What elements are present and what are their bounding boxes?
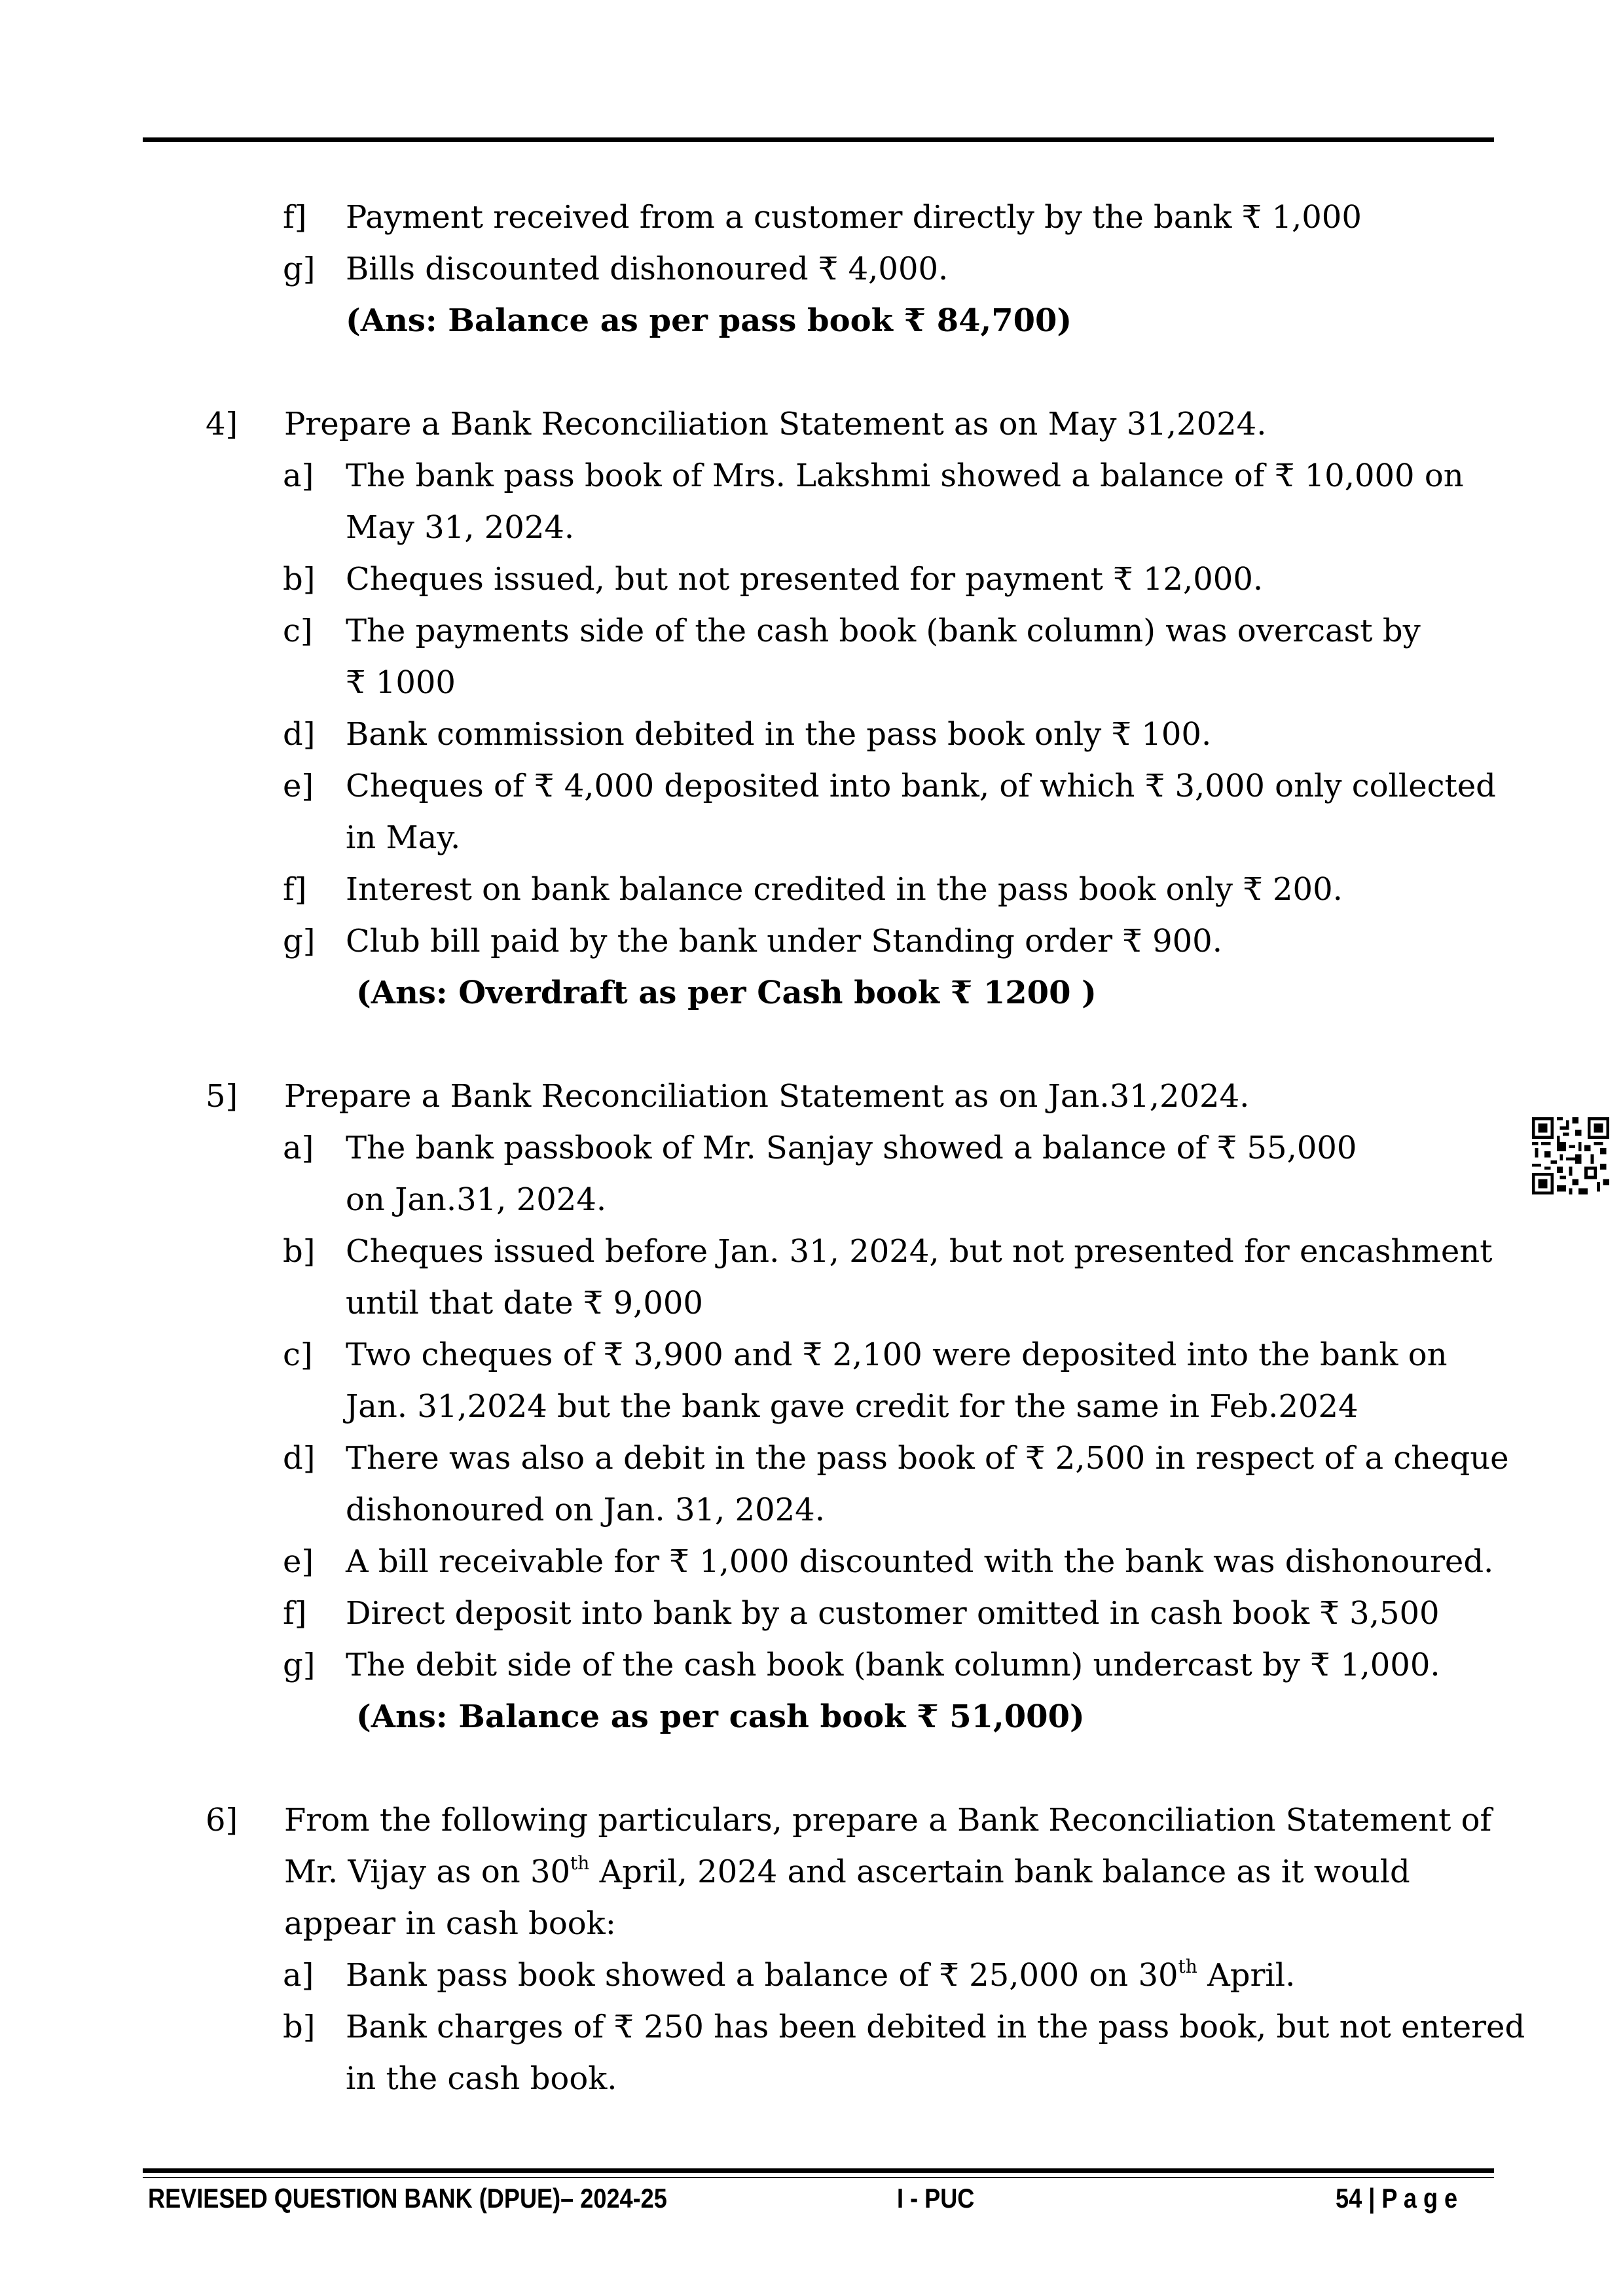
item-text: ₹ 1000 — [346, 664, 456, 701]
question-number: 4] — [206, 406, 238, 442]
item-text — [346, 1956, 1296, 1994]
header-rule — [143, 137, 1494, 142]
item-marker: a] — [283, 457, 314, 494]
item-text: Cheques issued, but not presented for payment ₹ 12,000. — [346, 561, 1264, 598]
item-marker: e] — [283, 1543, 314, 1580]
item-marker: e] — [283, 768, 314, 804]
item-marker: b] — [283, 2009, 316, 2045]
item-text: until that date ₹ 9,000 — [346, 1285, 703, 1321]
question-prompt-line-2 — [284, 1852, 1410, 1890]
item-text: Bank charges of ₹ 250 has been debited in the pass book, but not entered — [346, 2009, 1525, 2045]
item-text: Two cheques of ₹ 3,900 and ₹ 2,100 were deposited into the bank on — [346, 1336, 1448, 1373]
item-text: The bank passbook of Mr. Sanjay showed a balance of ₹ 55,000 — [346, 1130, 1357, 1166]
item-marker: d] — [283, 1440, 316, 1477]
item-text-part: Bank pass book showed a balance of ₹ 25,000 on 30 — [346, 1957, 1178, 1994]
footer-rule — [143, 2168, 1494, 2173]
item-text: There was also a debit in the pass book of ₹ 2,500 in respect of a cheque — [346, 1440, 1509, 1477]
question-prompt: From the following particulars, prepare a Bank Reconciliation Statement of — [284, 1802, 1492, 1839]
item-text: Club bill paid by the bank under Standing order ₹ 900. — [346, 923, 1222, 960]
ordinal-suffix: th — [1178, 1956, 1197, 1977]
answer: (Ans: Balance as per cash book ₹ 51,000) — [356, 1698, 1085, 1735]
prompt-text: Mr. Vijay as on 30 — [284, 1854, 571, 1890]
item-marker: g] — [283, 251, 316, 287]
answer: (Ans: Balance as per pass book ₹ 84,700) — [346, 302, 1072, 339]
item-text: on Jan.31, 2024. — [346, 1181, 607, 1218]
item-marker: f] — [283, 871, 307, 908]
item-marker: c] — [283, 613, 313, 649]
footer-class: I - PUC — [897, 2183, 975, 2214]
item-marker: b] — [283, 1233, 316, 1270]
item-text-part: April. — [1197, 1957, 1296, 1994]
answer: (Ans: Overdraft as per Cash book ₹ 1200 ) — [356, 975, 1097, 1011]
footer-rule-thin — [143, 2177, 1494, 2178]
item-marker: c] — [283, 1336, 313, 1373]
page-number: 54 | P a g e — [1336, 2183, 1458, 2214]
item-marker: a] — [283, 1957, 314, 1994]
item-marker: g] — [283, 923, 316, 960]
item-marker: f] — [283, 199, 307, 236]
item-marker: f] — [283, 1595, 307, 1632]
item-text: The bank pass book of Mrs. Lakshmi showed a balance of ₹ 10,000 on — [346, 457, 1464, 494]
item-text: Bills discounted dishonoured ₹ 4,000. — [346, 251, 949, 287]
question-number: 6] — [206, 1802, 238, 1839]
item-text: A bill receivable for ₹ 1,000 discounted with the bank was dishonoured. — [346, 1543, 1494, 1580]
item-text: Cheques of ₹ 4,000 deposited into bank, of which ₹ 3,000 only collected — [346, 768, 1496, 804]
question-prompt: Prepare a Bank Reconciliation Statement as on Jan.31,2024. — [284, 1078, 1250, 1115]
item-marker: a] — [283, 1130, 314, 1166]
item-text: in the cash book. — [346, 2060, 617, 2097]
item-marker: g] — [283, 1647, 316, 1683]
ordinal-suffix: th — [570, 1852, 590, 1874]
item-marker: d] — [283, 716, 316, 753]
item-text: The debit side of the cash book (bank column) undercast by ₹ 1,000. — [346, 1647, 1440, 1683]
prompt-text: April, 2024 and ascertain bank balance as it would — [589, 1854, 1410, 1890]
item-text: in May. — [346, 819, 461, 856]
item-marker: b] — [283, 561, 316, 598]
question-prompt-line-3: appear in cash book: — [284, 1905, 616, 1942]
item-text: Interest on bank balance credited in the pass book only ₹ 200. — [346, 871, 1343, 908]
item-text: The payments side of the cash book (bank column) was overcast by — [346, 613, 1421, 649]
item-text: dishonoured on Jan. 31, 2024. — [346, 1492, 825, 1528]
item-text: May 31, 2024. — [346, 509, 575, 546]
qr-code-icon — [1532, 1117, 1609, 1194]
item-text: Cheques issued before Jan. 31, 2024, but not presented for encashment — [346, 1233, 1493, 1270]
item-text: Direct deposit into bank by a customer omitted in cash book ₹ 3,500 — [346, 1595, 1440, 1632]
item-text: Payment received from a customer directly by the bank ₹ 1,000 — [346, 199, 1362, 236]
item-text: Jan. 31,2024 but the bank gave credit for the same in Feb.2024 — [346, 1388, 1359, 1425]
item-text: Bank commission debited in the pass book only ₹ 100. — [346, 716, 1212, 753]
question-prompt: Prepare a Bank Reconciliation Statement as on May 31,2024. — [284, 406, 1267, 442]
question-number: 5] — [206, 1078, 238, 1115]
footer-title: REVIESED QUESTION BANK (DPUE)– 2024-25 — [148, 2183, 667, 2214]
